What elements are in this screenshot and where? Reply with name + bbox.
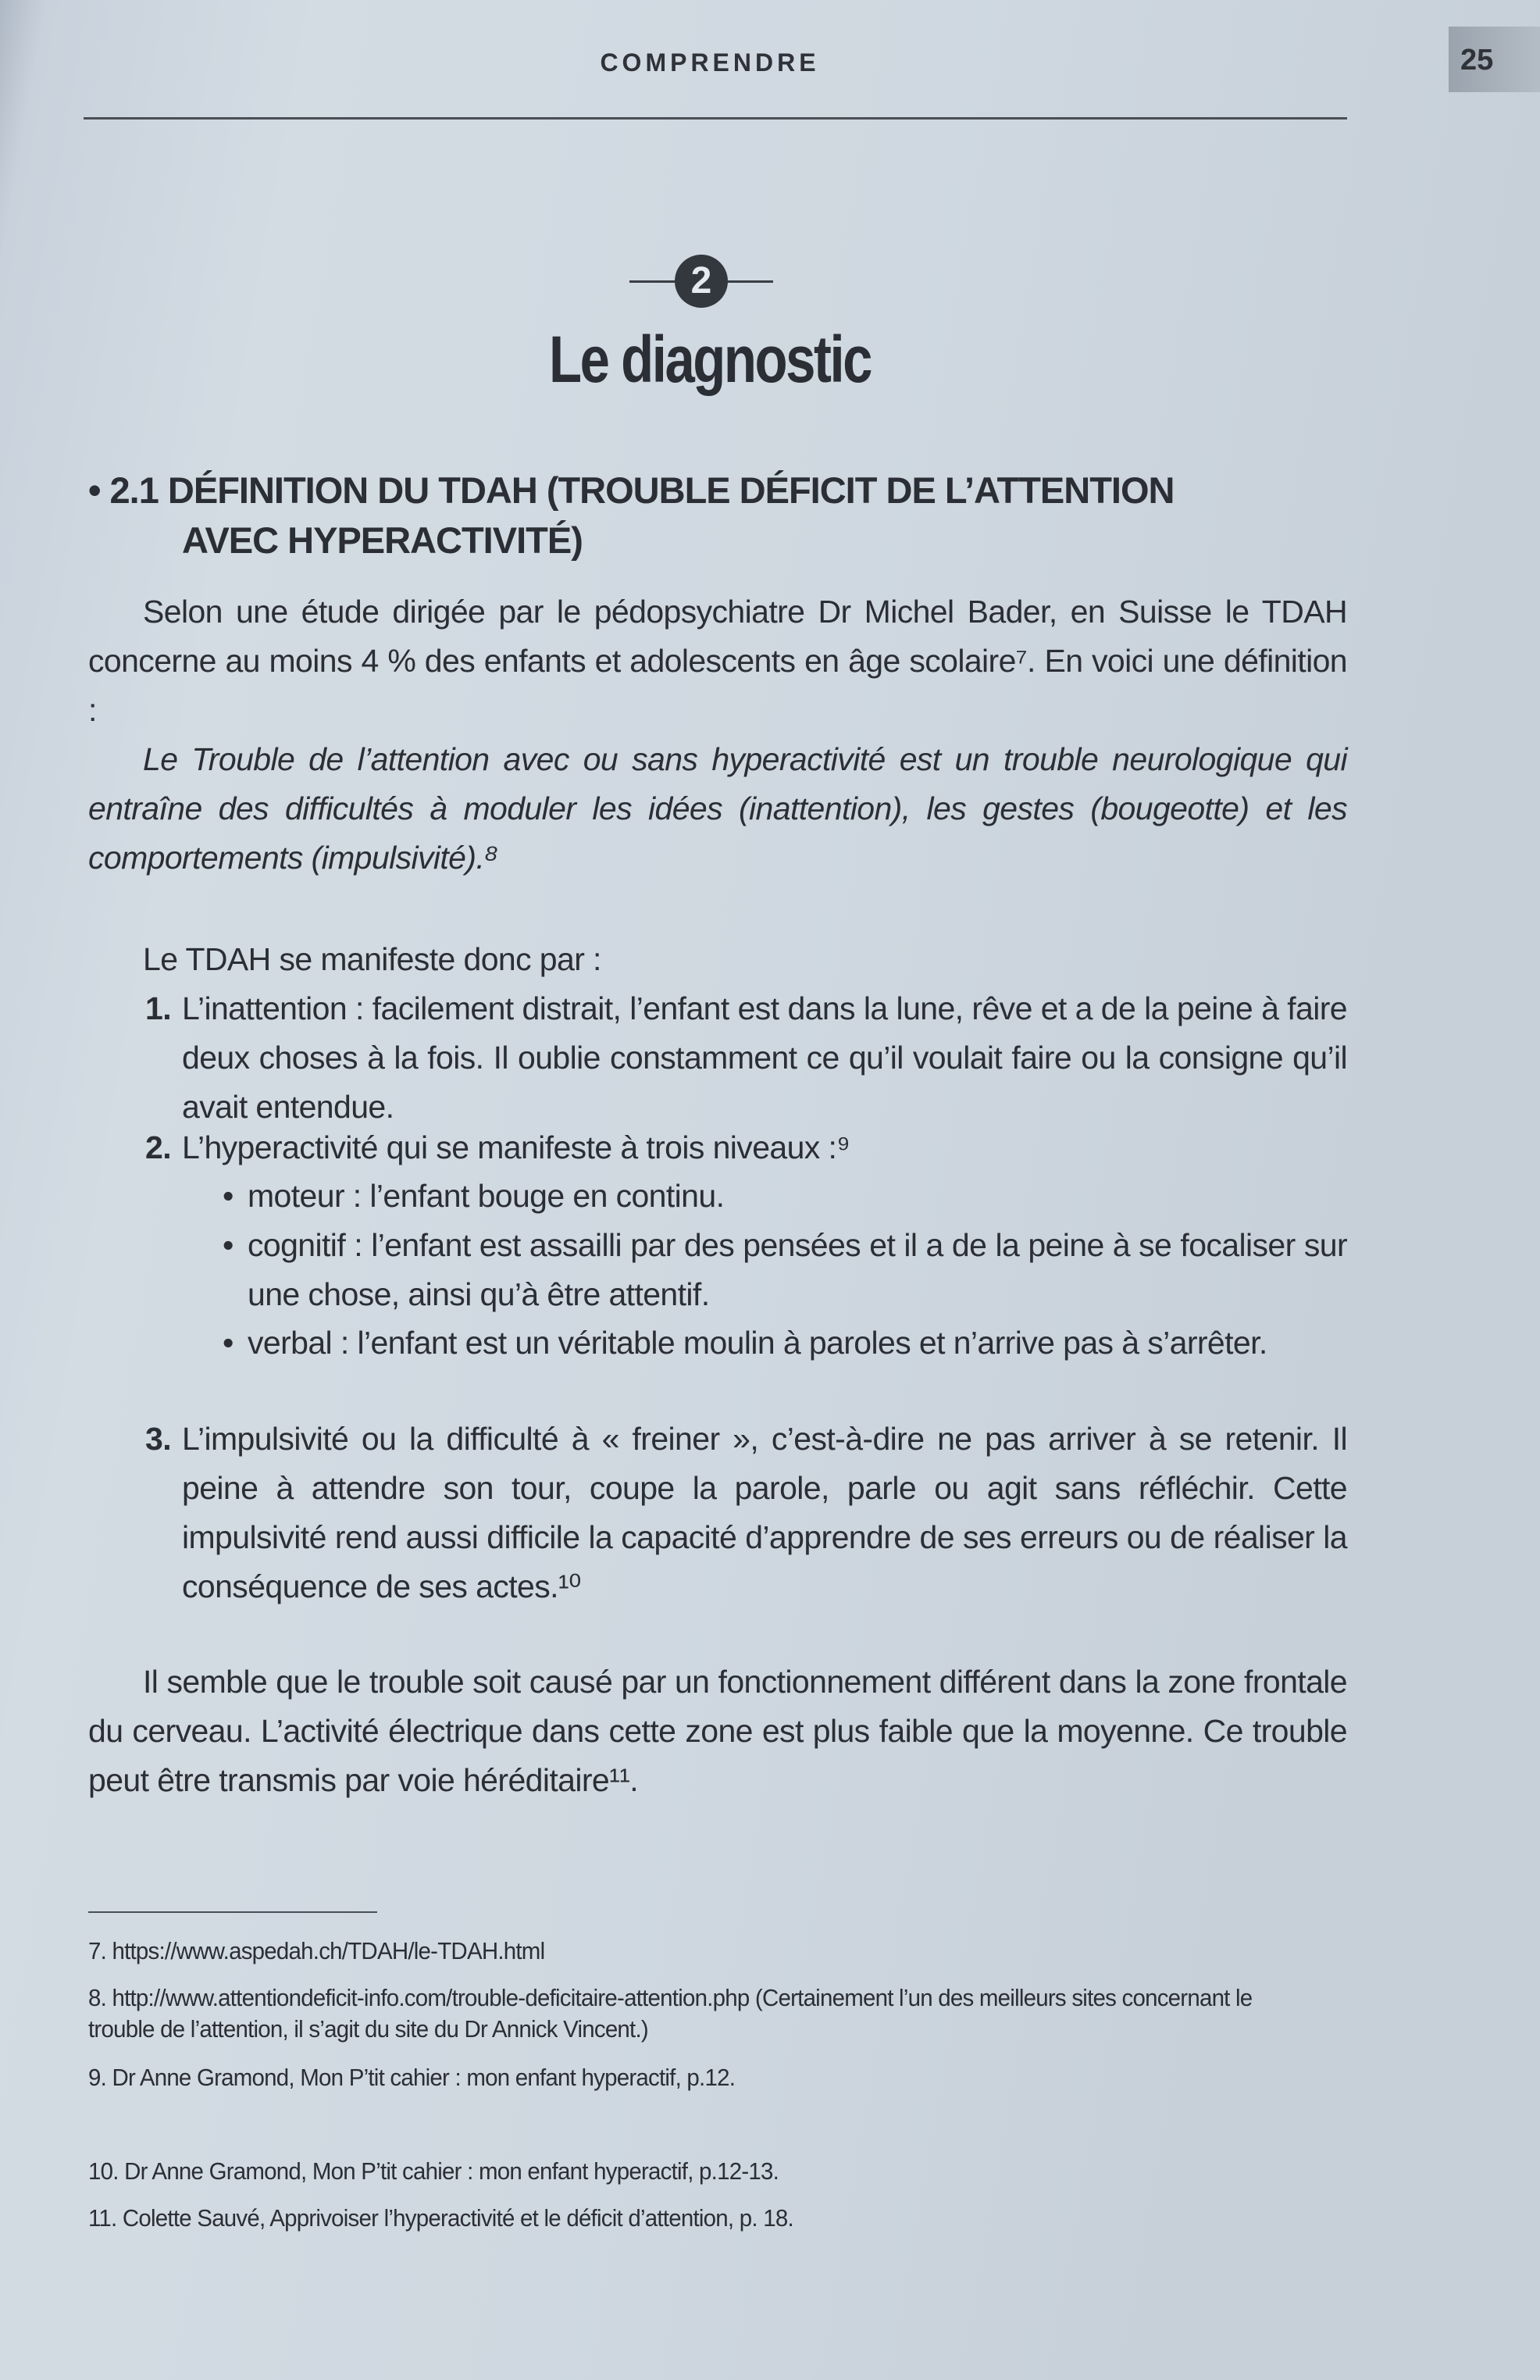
list-text: L’hyperactivité qui se manifeste à trois niveaux :⁹ [182,1129,850,1165]
bullet-icon: • [223,1325,233,1361]
sub-item-text: cognitif : l’enfant est assailli par des pensées et il a de la peine à se focaliser sur une chose, ainsi qu’à être attentif. [248,1227,1347,1312]
footnote-rule [88,1911,377,1913]
footnote: 10. Dr Anne Gramond, Mon P’tit cahier : mon enfant hyperactif, p.12-13. [88,2157,779,2185]
footnote: 11. Colette Sauvé, Apprivoiser l’hyperactivité et le déficit d’attention, p. 18. [88,2204,793,2232]
page-number: 25 [1460,44,1494,77]
chapter-number: 2 [675,255,728,308]
footnote: 9. Dr Anne Gramond, Mon P’tit cahier : mon enfant hyperactif, p.12. [88,2064,736,2091]
sub-item [88,1221,1347,1319]
sub-item [88,1172,1347,1221]
list-item [88,1123,1347,1172]
list-number: 3. [145,1421,171,1457]
list-text: L’impulsivité ou la difficulté à « freiner », c’est-à-dire ne pas arriver à se retenir. Il peine à attendre son tour, coupe la parole, parle ou agit sans réfléchir. Cette impulsivité rend aussi difficile la capacité d’apprendre de ses erreurs ou de réaliser la conséquence de ses actes.¹⁰ [182,1421,1347,1604]
chapter-title: Le diagnostic [549,323,871,396]
bullet-icon: • [223,1227,233,1263]
list-item [88,984,1347,1132]
chapter-number-badge [629,255,773,308]
conclusion-paragraph: Il semble que le trouble soit causé par un fonctionnement différent dans la zone frontale du cerveau. L’activité électrique dans cette zone est plus faible que la moyenne. Ce trouble peut être transmis par voie héréditaire¹¹. [88,1664,1347,1798]
sub-item-text: verbal : l’enfant est un véritable moulin à paroles et n’arrive pas à s’arrêter. [248,1325,1267,1361]
running-header: COMPRENDRE [600,48,820,77]
intro-paragraph: Selon une étude dirigée par le pédopsychiatre Dr Michel Bader, en Suisse le TDAH concerne au moins 4 % des enfants et adolescents en âge scolaire⁷. En voici une définition : [88,594,1347,728]
footnote: 8. http://www.attentiondeficit-info.com/trouble-deficitaire-attention.php (Certainement l’un des meilleurs sites concernant le trouble de l’attention, il s’agit du site du Dr Annick Vincent.) [88,1984,1253,2043]
list-number: 1. [145,990,171,1026]
section-heading-line2: AVEC HYPERACTIVITÉ) [182,519,583,561]
list-number: 2. [145,1129,171,1165]
list-item [88,1415,1347,1611]
header-rule [84,117,1347,120]
sub-item [88,1318,1347,1368]
list-intro: Le TDAH se manifeste donc par : [143,941,601,977]
definition-quote: Le Trouble de l’attention avec ou sans hyperactivité est un trouble neurologique qui entraîne des difficultés à moduler les idées (inattention), les gestes (bougeotte) et les comportements (impulsivité).⁸ [88,741,1347,876]
bullet-icon: • [223,1178,233,1214]
footnote: 7. https://www.aspedah.ch/TDAH/le-TDAH.html [88,1937,545,1964]
section-heading [88,466,1353,566]
list-text: L’inattention : facilement distrait, l’enfant est dans la lune, rêve et a de la peine à faire deux choses à la fois. Il oublie constamment ce qu’il voulait faire ou la consigne qu’il avait entendue. [182,990,1347,1125]
sub-item-text: moteur : l’enfant bouge en continu. [248,1178,725,1214]
section-heading-line1: • 2.1 DÉFINITION DU TDAH (TROUBLE DÉFICIT DE L’ATTENTION [88,469,1175,511]
